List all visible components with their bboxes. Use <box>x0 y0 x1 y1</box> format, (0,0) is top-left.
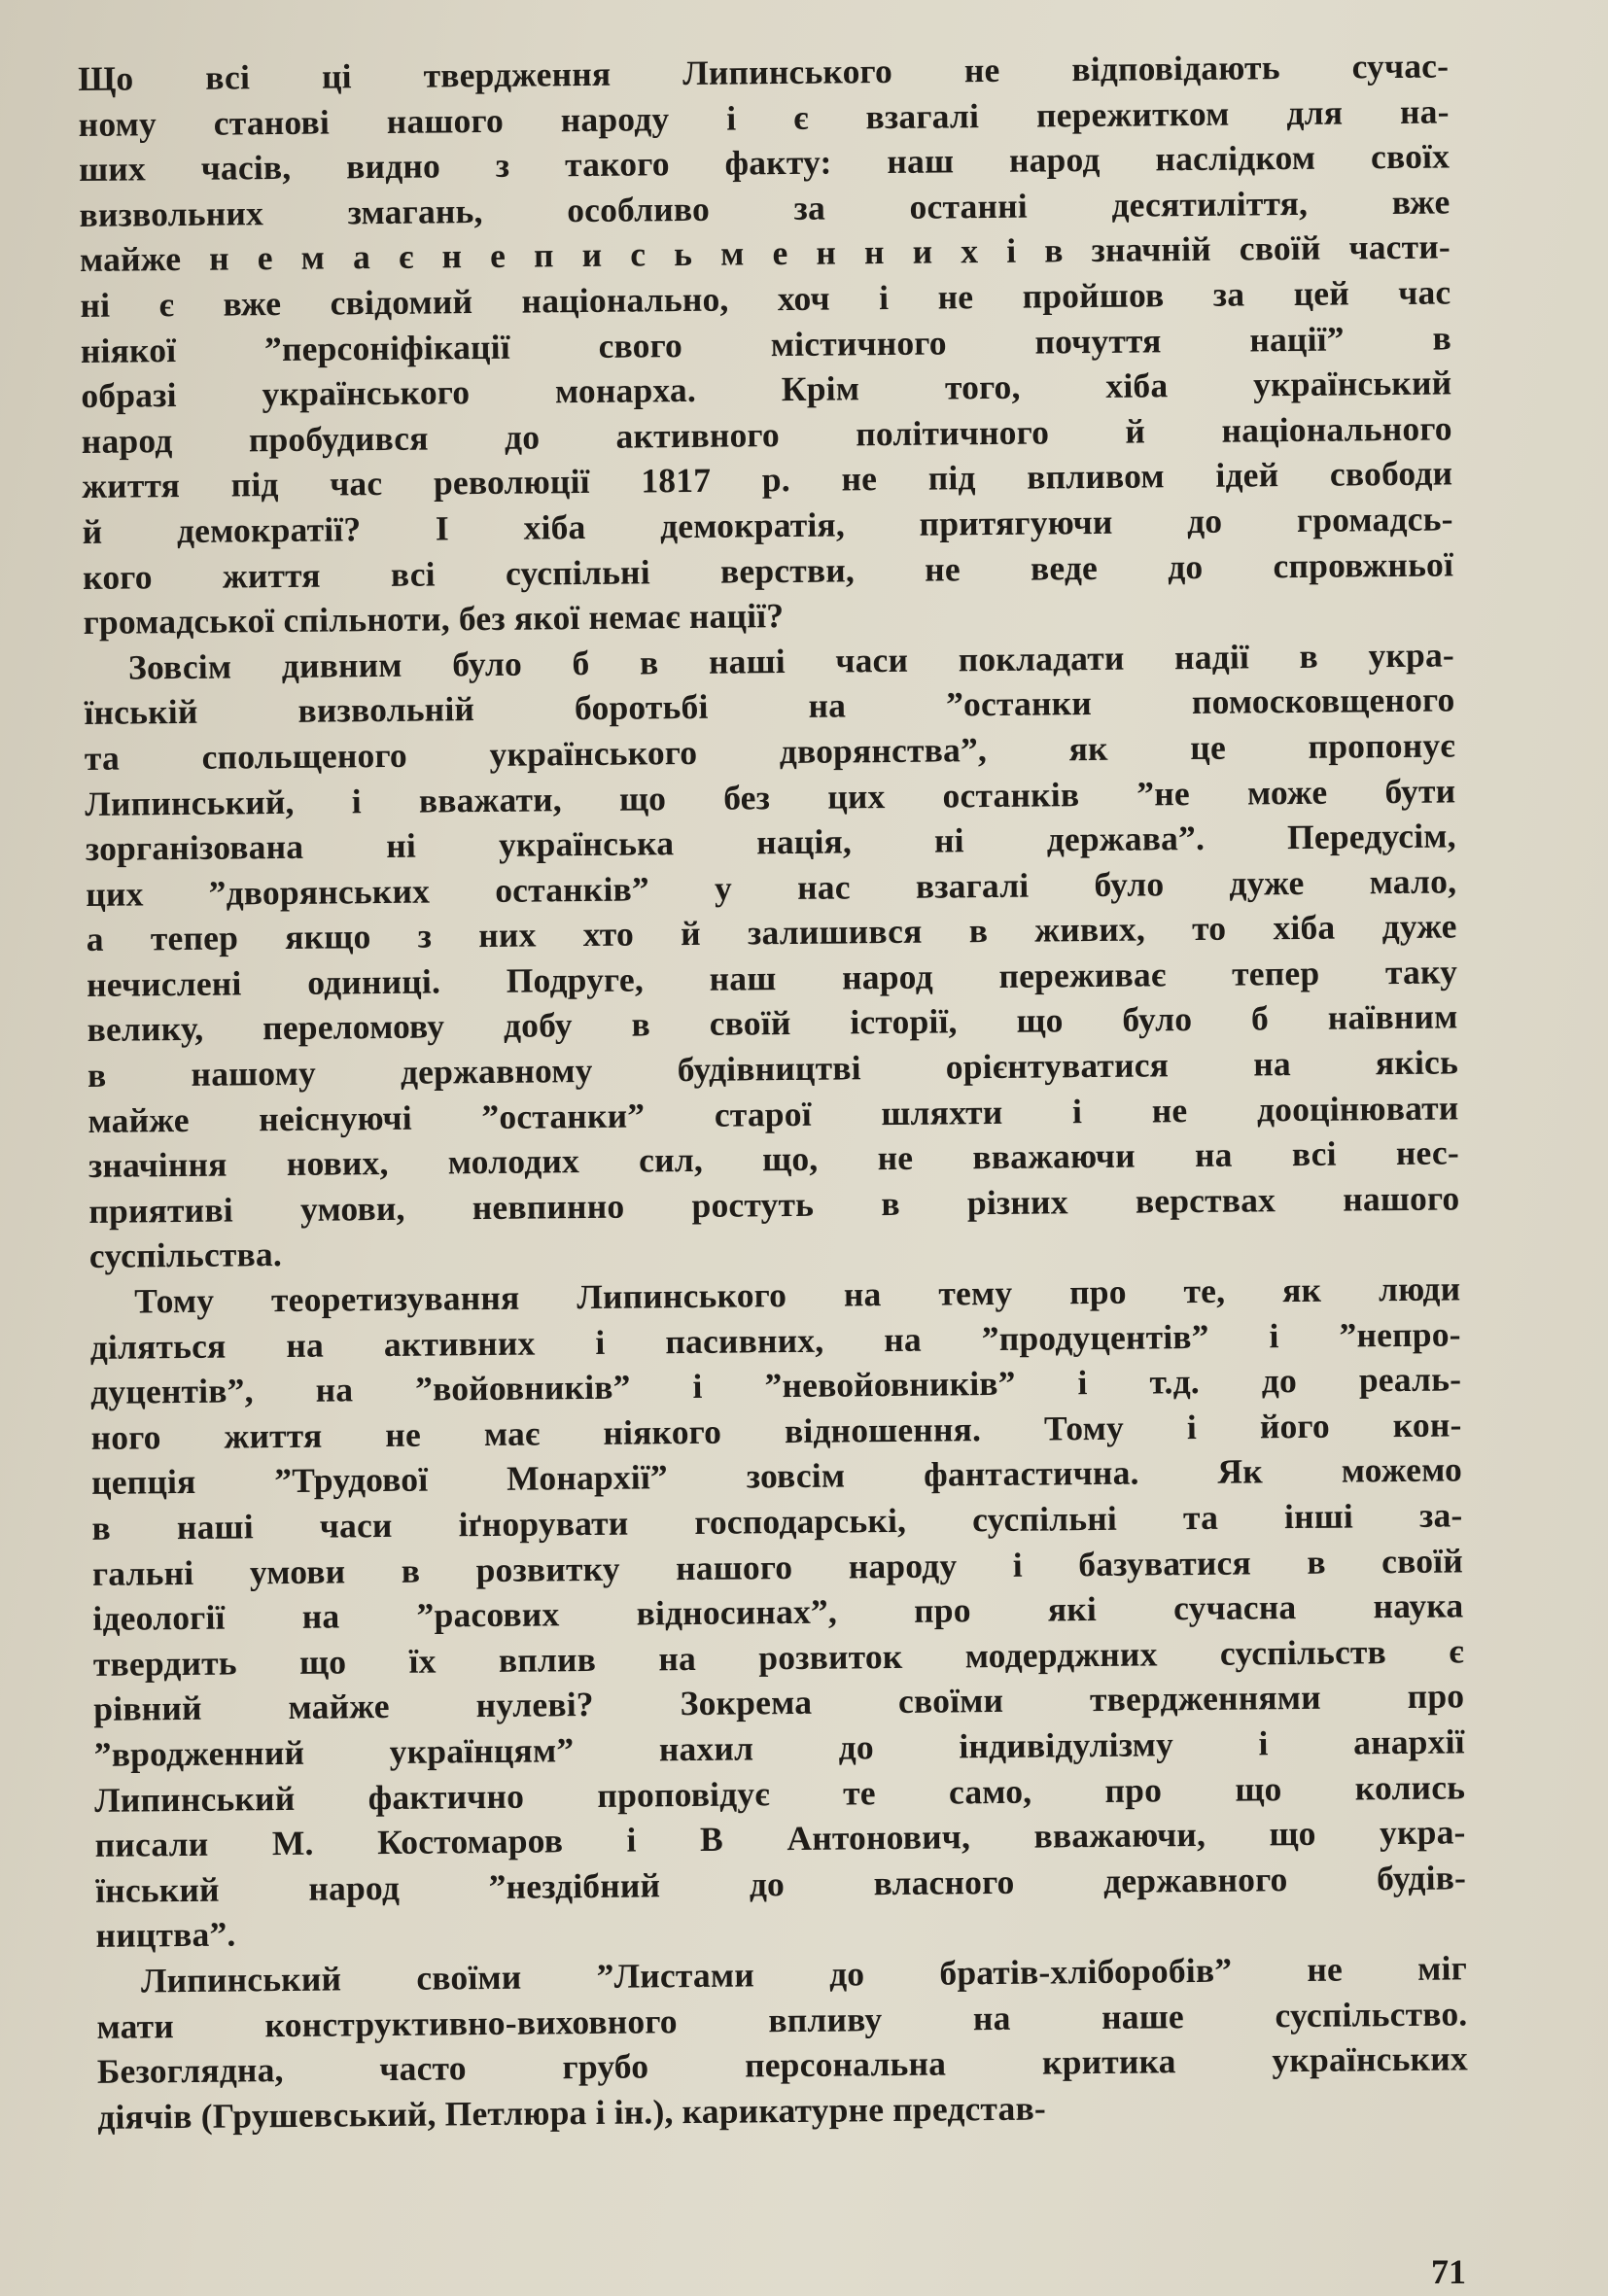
paragraph <box>96 1945 1469 2139</box>
paragraph <box>89 1266 1467 1958</box>
text-line: ”вродженний українцям” нахил до індивідулізму і анархії <box>93 1722 1465 1774</box>
text-line: Липинський своїми ”Листами до братів-хліборобів” не міг <box>140 1948 1468 2000</box>
text-line: цих ”дворянських останків” у нас взагалі було дуже мало, <box>86 861 1457 914</box>
text-line: писали М. Костомаров і В Антонович, вважаючи, що укра- <box>94 1812 1466 1865</box>
text-line: Тому теоретизування Липинського на тему про те, як люди <box>134 1269 1461 1321</box>
body-text <box>78 43 1469 2139</box>
text-line: Безоглядна, часто грубо персональна критика українських <box>96 2038 1469 2092</box>
paragraph <box>84 632 1460 1279</box>
text-line: народ пробудився до активного політичного й національного <box>81 408 1452 461</box>
text-line: та спольщеного українського дворянства”, як це пропонує <box>84 725 1456 778</box>
text-line: ніякої ”персоніфікації свого містичного почуття нації” в <box>80 318 1452 370</box>
text-line: й демократії? І хіба демократія, притягуючи до громадсь- <box>82 499 1453 551</box>
text-line: рівний майже нулеві? Зокрема своїми твердженнями про <box>93 1676 1465 1729</box>
text-line: діячів (Грушевський, Петлюра і ін.), карикатурне представ- <box>97 2088 1047 2137</box>
text-line: Липинський, і вважати, що без цих останків ”не може бути <box>85 770 1456 823</box>
text-line: Липинський фактично проповідує те само, про що колись <box>94 1766 1466 1820</box>
text-line: твердить що їх вплив на розвиток модерджних суспільств є <box>92 1631 1465 1684</box>
text-line: суспільства. <box>88 1235 283 1276</box>
text-line: Зовсім дивним було б в наші часи покладати надії в укра- <box>127 635 1455 687</box>
text-line: зорганізована ні українська нація, ні держава”. Передусім, <box>85 816 1456 869</box>
text-line: ного життя не має ніякого відношення. Тому і його кон- <box>90 1405 1462 1457</box>
text-line: визвольних змагань, особливо за останні десятиліття, вже <box>79 182 1451 234</box>
text-line: в нашому державному будівництві орієнтуватися на якісь <box>87 1042 1459 1096</box>
page-number: 71 <box>1431 2252 1466 2291</box>
text-line: приятиві умови, невпинно ростуть в різних верствах нашого <box>88 1178 1460 1231</box>
text-line: мати конструктивно-виховного впливу на наше суспільство. <box>96 1993 1468 2046</box>
text-line: ництва”. <box>95 1914 236 1956</box>
text-line: діляться на активних і пасивних, на ”продуцентів” і ”непро- <box>89 1314 1461 1367</box>
text-line: цепція ”Трудової Монархії” зовсім фантастична. Як можемо <box>90 1449 1463 1503</box>
text-line: ідеології на ”расових відносинах”, про які сучасна наука <box>92 1585 1464 1639</box>
text-line: образі українського монарха. Крім того, хіба український <box>81 363 1452 416</box>
text-line: а тепер якщо з них хто й залишився в живих, то хіба дуже <box>86 906 1457 959</box>
text-line: їнський народ ”нездібний до власного державного будів- <box>94 1858 1467 1910</box>
text-line: ших часів, видно з такого факту: наш народ наслідком своїх <box>78 136 1451 190</box>
text-line: значіння нових, молодих сил, що, не вважаючи на всі нес- <box>87 1132 1460 1186</box>
text-line: життя під час революції 1817 р. не під впливом ідей свободи <box>82 453 1453 506</box>
text-line: кого життя всі суспільні верстви, не веде до спровжньої <box>82 543 1454 597</box>
text-line: ному станові нашого народу і є взагалі пережитком для на- <box>78 91 1450 144</box>
text-line: громадської спільноти, без якої немає нації? <box>83 596 785 643</box>
text-line: нечислені одиниці. Подруге, наш народ переживає тепер таку <box>86 952 1458 1004</box>
text-line: Що всі ці твердження Липинського не відповідають сучас- <box>78 46 1450 98</box>
text-line: гальні умови в розвитку нашого народу і базуватися в своїй <box>91 1540 1464 1593</box>
text-line: майже неіснуючі ”останки” старої шляхти і не дооцінювати <box>87 1088 1459 1140</box>
paragraph <box>78 43 1454 644</box>
text-line: в наші часи іґнорувати господарські, суспільні та інші за- <box>91 1495 1463 1548</box>
text-line: ні є вже свідомий національно, хоч і не пройшов за цей час <box>80 272 1451 325</box>
text-line: велику, переломову добу в своїй історії, що було б наївним <box>87 996 1458 1050</box>
text-line: їнській визвольній боротьбі на ”останки помосковщеного <box>84 679 1455 733</box>
text-line: майже н е м а є н е п и с ь м е н н и х і в значній своїй части- <box>79 226 1451 280</box>
text-line: дуцентів”, на ”войовників” і ”невойовників” і т.д. до реаль- <box>89 1359 1462 1412</box>
